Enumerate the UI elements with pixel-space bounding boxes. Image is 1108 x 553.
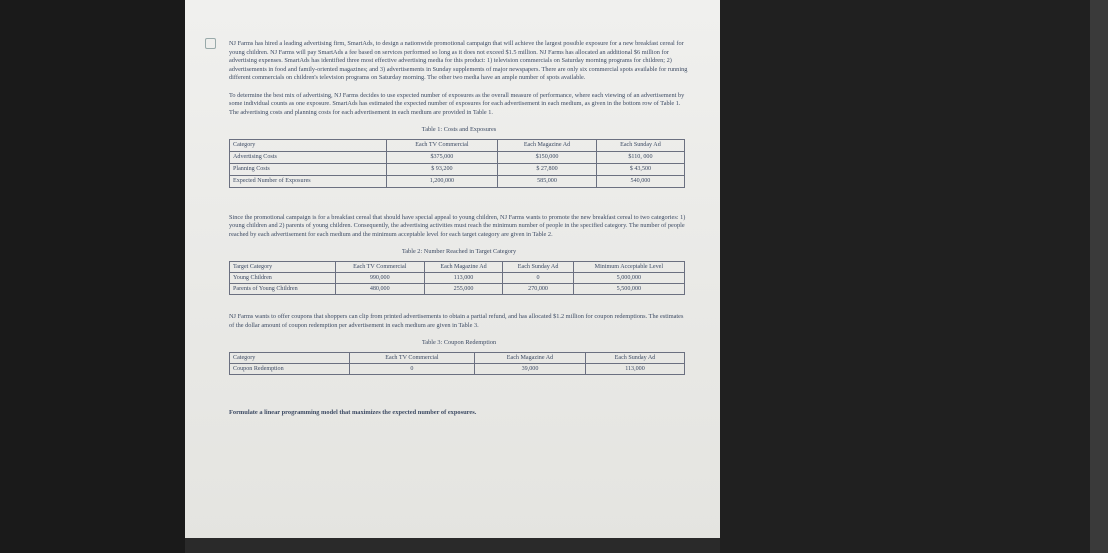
left-background (0, 0, 185, 553)
table-number-reached (229, 261, 685, 296)
table-cell: Planning Costs (230, 163, 387, 175)
table-header-cell: Each TV Commercial (335, 261, 424, 272)
table-header-row (230, 261, 685, 272)
right-background (720, 0, 1090, 553)
table-row (230, 272, 685, 283)
table-cell: Expected Number of Exposures (230, 175, 387, 187)
table1-caption: Table 1: Costs and Exposures (421, 126, 497, 133)
table-costs-exposures (229, 139, 685, 188)
paragraph-exposures: To determine the best mix of advertising, NJ Farms decides to use expected number of exposures as the overall measure of performance, where each viewing of an advertisement by some individual counts as one exposure. SmartAds has estimated the expected number of exposures for each advertisement in each medium, as given in the bottom row of Table 1. The advertising costs and planning costs for each advertisement in each medium are provided in Table 1. (229, 91, 685, 116)
table-row (230, 151, 685, 163)
table-header-cell: Each Magazine Ad (424, 261, 503, 272)
table-cell: 0 (349, 363, 474, 374)
document-page (185, 0, 720, 553)
table-header-cell: Each Sunday Ad (503, 261, 573, 272)
table-cell: $ 27,800 (498, 163, 597, 175)
table-cell: 0 (503, 272, 573, 283)
table-header-cell: Target Category (230, 261, 336, 272)
table-header-row (230, 139, 685, 151)
table-cell: 5,000,000 (573, 272, 684, 283)
table-cell: $ 43,500 (596, 163, 684, 175)
table-cell: 5,500,000 (573, 283, 684, 294)
table-header-cell: Each TV Commercial (386, 139, 497, 151)
table-cell: $150,000 (498, 151, 597, 163)
right-edge (1090, 0, 1108, 553)
table-header-cell: Each Magazine Ad (475, 352, 586, 363)
table-cell: 113,000 (585, 363, 684, 374)
table-coupon-redemption (229, 352, 685, 375)
paragraph-intro: NJ Farms has hired a leading advertising firm, SmartAds, to design a nationwide promotional campaign that will achieve the largest possible exposure for a new breakfast cereal for young children. NJ Farms will pay SmartAds a fee based on services performed so long as it does not exceed $1.5 million. NJ Farms has allocated an additional $6 million for advertising expenses. SmartAds has identified three most effective advertising media for this product: 1) television commercials on Saturday morning programs for children; 2) advertisements in food and family-oriented magazines; and 3) advertisements in Sunday supplements of major newspapers. There are only six commercial spots available for running different commercials on children's television programs on Saturday morning. The other two media have an ample number of spots available. (229, 40, 688, 81)
table-cell: $110, 000 (596, 151, 684, 163)
table-cell: 113,000 (424, 272, 503, 283)
table-header-cell: Each Sunday Ad (585, 352, 684, 363)
table-cell: Young Children (230, 272, 336, 283)
table-header-row (230, 352, 685, 363)
final-instruction: Formulate a linear programming model that maximizes the expected number of exposures. (229, 409, 477, 417)
paragraph-coupons: NJ Farms wants to offer coupons that shoppers can clip from printed advertisements to obtain a partial refund, and has allocated $1.2 million for coupon redemptions. The estimates of the dollar amount of coupon redemption per advertisement in each medium are given in Table 3. (229, 313, 684, 329)
table-cell: 270,000 (503, 283, 573, 294)
table-header-cell: Category (230, 352, 350, 363)
table-row (230, 363, 685, 374)
document-content (229, 40, 689, 418)
table-header-cell: Category (230, 139, 387, 151)
table-cell: 540,000 (596, 175, 684, 187)
table-row (230, 175, 685, 187)
table-header-cell: Each TV Commercial (349, 352, 474, 363)
table-row (230, 163, 685, 175)
table-header-cell: Each Magazine Ad (498, 139, 597, 151)
table-header-cell: Minimum Acceptable Level (573, 261, 684, 272)
paragraph-target: Since the promotional campaign is for a breakfast cereal that should have special appeal to young children, NJ Farms wants to promote the new breakfast cereal to two categories: 1) young children and 2) parents of young children. Consequently, the advertising activities must reach the minimum number of people in the specified category. The number of people reached by each advertisement for each medium and the minimum acceptable level for each target category are given in Table 2. (229, 213, 686, 238)
table-cell: $ 93,200 (386, 163, 497, 175)
table-cell: $375,000 (386, 151, 497, 163)
table-cell: Advertising Costs (230, 151, 387, 163)
table-cell: 480,000 (335, 283, 424, 294)
table-header-cell: Each Sunday Ad (596, 139, 684, 151)
table-cell: 39,000 (475, 363, 586, 374)
table-cell: 255,000 (424, 283, 503, 294)
table3-caption: Table 3: Coupon Redemption (421, 339, 497, 347)
table-cell: Coupon Redemption (230, 363, 350, 374)
document-icon (205, 38, 216, 49)
table-cell: 990,000 (335, 272, 424, 283)
table-row (230, 283, 685, 294)
bottom-bar (185, 538, 720, 553)
table2-caption: Table 2: Number Reached in Target Category (401, 248, 517, 255)
table-cell: 1,200,000 (386, 175, 497, 187)
table-cell: 585,000 (498, 175, 597, 187)
table-cell: Parents of Young Children (230, 283, 336, 294)
